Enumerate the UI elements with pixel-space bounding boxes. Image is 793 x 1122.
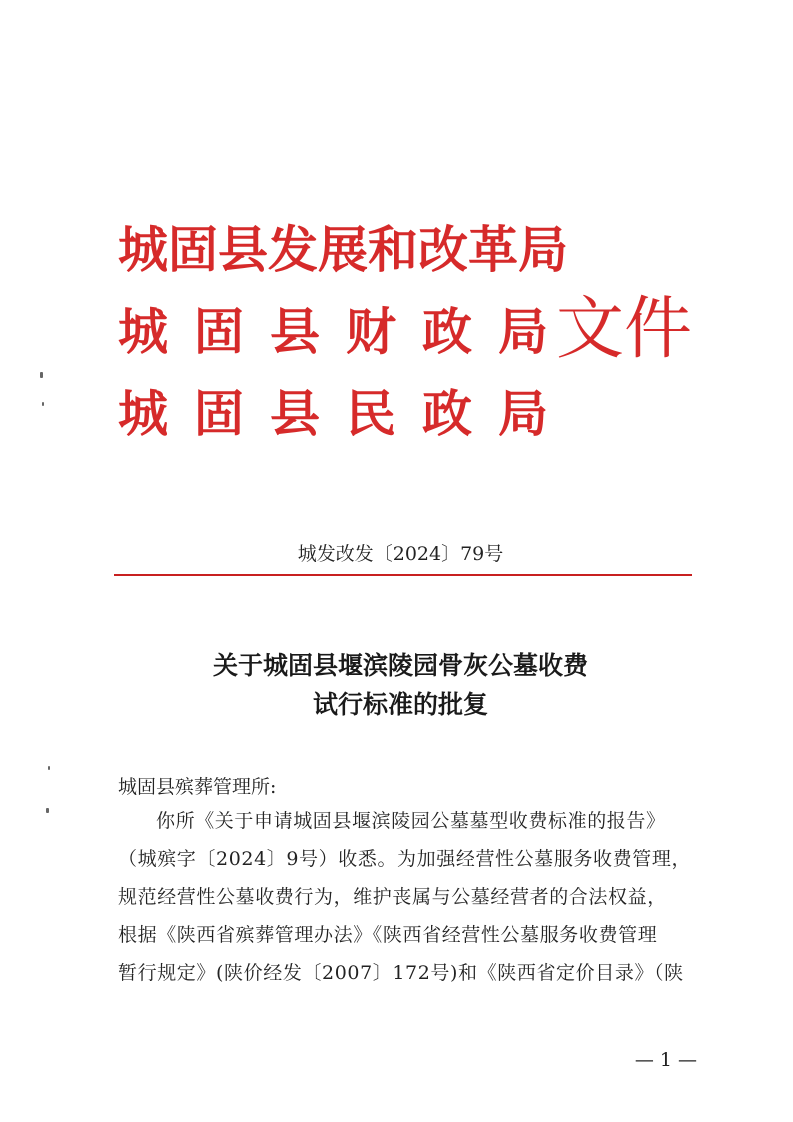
issuer-development-reform-bureau: 城固县发展和改革局 xyxy=(118,220,568,279)
document-title-line-1: 关于城固县堰滨陵园骨灰公墓收费 xyxy=(212,651,588,680)
body-line: 规范经营性公墓收费行为，维护丧属与公墓经营者的合法权益， xyxy=(118,886,667,908)
scan-speck xyxy=(40,372,43,378)
page-number: — 1 — xyxy=(634,1049,697,1071)
salutation: 城固县殡葬管理所: xyxy=(118,776,277,798)
document-title-line-2: 试行标准的批复 xyxy=(312,690,488,719)
issuer-block xyxy=(118,210,718,450)
body-line: （城殡字〔2024〕9号）收悉。为加强经营性公墓服务收费管理， xyxy=(118,848,692,870)
issuer-finance-bureau: 城固县财政局 xyxy=(118,302,574,361)
body-line: 你所《关于申请城固县堰滨陵园公墓墓型收费标准的报告》 xyxy=(156,810,666,832)
file-label: 文件 xyxy=(556,290,693,369)
issuer-civil-affairs-bureau: 城固县民政局 xyxy=(118,384,574,443)
body-line: 根据《陕西省殡葬管理办法》《陕西省经营性公墓服务收费管理 xyxy=(118,924,658,946)
scan-speck xyxy=(42,402,44,406)
document-number: 城发改发〔2024〕79号 xyxy=(297,543,504,565)
scan-speck xyxy=(48,766,50,770)
red-divider-line xyxy=(114,574,692,576)
scan-speck xyxy=(46,808,49,813)
body-line: 暂行规定》(陕价经发〔2007〕172号)和《陕西省定价目录》（陕 xyxy=(118,962,684,984)
